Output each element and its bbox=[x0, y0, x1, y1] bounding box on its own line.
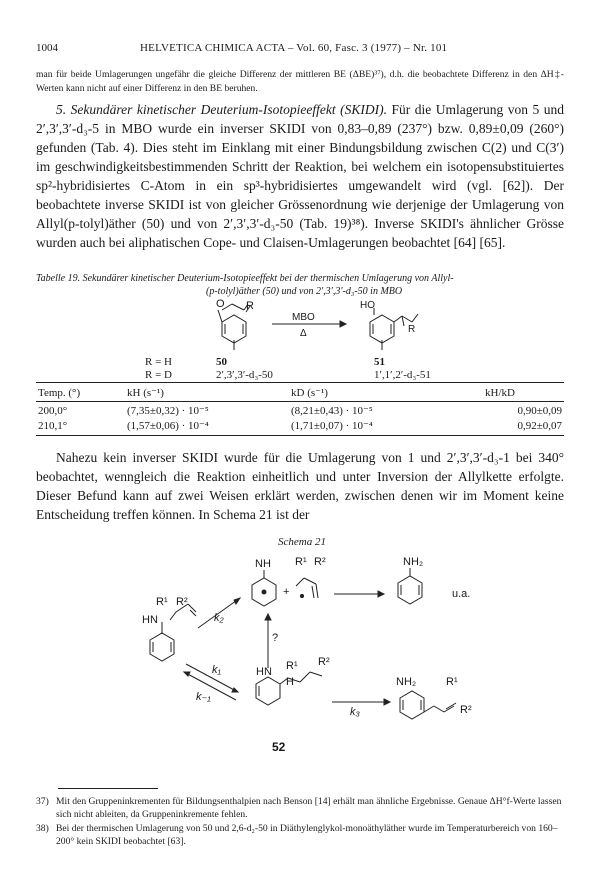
product-d3-51-label: 1′,1′,2′-d₃-51 bbox=[374, 369, 431, 381]
cell-kd: (1,71±0,07) · 10⁻⁴ bbox=[289, 417, 483, 436]
schema-52-r2: R² bbox=[318, 656, 330, 668]
section-5-heading: 5. Sekundärer kinetischer Deuterium-Isotopieeffekt (SKIDI). bbox=[56, 102, 387, 117]
cell-kh: (7,35±0,32) · 10⁻⁵ bbox=[127, 405, 209, 417]
schema-top-r2: R² bbox=[314, 556, 326, 568]
footnote-38-number: 38) bbox=[36, 823, 49, 834]
col-header-kh: kH (s⁻¹) bbox=[125, 383, 289, 402]
product-51-label: 51 bbox=[374, 356, 385, 368]
footnote-37-text: Mit den Gruppeninkrementen für Bildungsenthalpien nach Benson [14] erhält man ähnliche Ergebnisse. Genaue ΔH°f-Werte lassen sich nicht ableiten, da Gruppeninkremente fehlen. bbox=[56, 796, 562, 820]
schema-k3-label: k₃ bbox=[350, 706, 360, 718]
col-header-kd: kD (s⁻¹) bbox=[289, 383, 483, 402]
paragraph-2 bbox=[36, 448, 564, 524]
reaction-arrow-head bbox=[340, 321, 346, 327]
cell-kh: (1,57±0,06) · 10⁻⁴ bbox=[125, 417, 289, 436]
schema-k-1-label: k₋₁ bbox=[196, 691, 211, 703]
row-r-h: R = H bbox=[145, 356, 172, 368]
footnote-37 bbox=[36, 796, 564, 821]
reactant-d3-50-label: 2′,3′,3′-d₃-50 bbox=[216, 369, 273, 381]
schema-52-h: H bbox=[286, 676, 294, 688]
page-number: 1004 bbox=[36, 42, 58, 54]
schema-k2-label: k₂ bbox=[214, 612, 224, 624]
schema-21-title: Schema 21 bbox=[278, 536, 326, 548]
table-row bbox=[36, 417, 564, 436]
schema-plus: + bbox=[283, 586, 290, 598]
schema-bottom-r2: R² bbox=[460, 704, 472, 716]
cell-kd: (8,21±0,43) · 10⁻⁵ bbox=[291, 405, 373, 417]
cell-ratio: 0,90±0,09 bbox=[517, 404, 562, 417]
table-19 bbox=[36, 382, 564, 436]
product-oh-label: HO bbox=[360, 300, 375, 311]
schema-52-hn: HN bbox=[256, 666, 272, 678]
reactant-r-label: R bbox=[246, 300, 254, 312]
journal-header: HELVETICA CHIMICA ACTA – Vol. 60, Fasc. 3 (1977) – Nr. 101 bbox=[140, 42, 448, 54]
row-r-d: R = D bbox=[145, 369, 172, 381]
table-row bbox=[36, 402, 564, 418]
intro-text: man für beide Umlagerungen ungefähr die gleiche Differenz der mittleren BE (ΔBE)³⁷), d.h. die beobachtete Differenz in den ΔH‡-Werten kann nicht auf einer Differenz in den BE beruhen. bbox=[36, 69, 564, 94]
footnote-rule bbox=[58, 788, 158, 789]
schema-bottom-r1: R¹ bbox=[446, 676, 458, 688]
section-5-text: Für die Umlagerung von 5 und 2′,3′,3′-d₃-5 in MBO wurde ein inverser SKIDI von 0,83–0,89 (237°) bzw. 0,89±0,09 (260°) gefunden (Tab. 4). Dies steht im Einklang mit einer Bindungsbildung zwischen C(2) und C(3′) im geschwindigkeitsbestimmenden Schritt der Reaktion, bei welchem ein isotopensubstituiertes sp²-hybridisiertes C-Atom in ein sp³-hybridisiertes umgewandelt wird (vgl. [62]). Der beobachtete inverse SKIDI ist von gleicher Grössenordnung wie derjenige der Umlagerung von Allyl(p-tolyl)äther (50) und von 2′,3′,3′-d₃-50 (Tab. 19)³⁸). Inverse SKIDI's ähnlicher Grösse wurden auch bei aliphatischen Cope- und Claisen-Umlagerungen beobachtet [64] [65]. bbox=[36, 102, 565, 250]
col-header-temp: Temp. (°) bbox=[36, 383, 125, 402]
col-header-ratio: kH/kD bbox=[483, 383, 564, 402]
reaction-heat: Δ bbox=[300, 328, 307, 339]
schema-nh2-top: NH₂ bbox=[403, 556, 424, 568]
footnote-37-number: 37) bbox=[36, 796, 49, 807]
schema-top-r1: R¹ bbox=[295, 556, 307, 568]
paragraph-2-text: Nahezu kein inverser SKIDI wurde für die Umlagerung von 1 und 2′,3′,3′-d₃-1 bei 340° beobachtet, wenngleich die Reaktion einheitlich und unter Inversion der Allylkette erfolgte. Dieser Befund kann auf zwei Weisen erklärt werden, zwischen denen wir im Moment keine Entscheidung treffen können. In Schema 21 ist der bbox=[36, 450, 564, 522]
product-r-label: R bbox=[408, 324, 416, 335]
schema-52-r1: R¹ bbox=[286, 660, 298, 672]
footnote-38 bbox=[36, 823, 564, 848]
schema-k1-label: k₁ bbox=[212, 664, 221, 676]
table-19-caption-line-1: Tabelle 19. Sekundärer kinetischer Deuterium-Isotopieeffekt bei der thermischen Umlagerung von Allyl- bbox=[36, 273, 454, 284]
reaction-condition: MBO bbox=[292, 312, 315, 323]
schema-aniline-product bbox=[398, 568, 422, 604]
schema-nh2-bottom: NH₂ bbox=[396, 676, 417, 688]
schema-left-r2: R² bbox=[176, 596, 188, 608]
reactant-ring-o-label: O bbox=[216, 298, 225, 310]
schema-left-hn: HN bbox=[142, 614, 158, 626]
schema-nh-label: NH bbox=[255, 558, 271, 570]
schema-left-r1: R¹ bbox=[156, 596, 168, 608]
cell-temp: 200,0° bbox=[38, 404, 68, 417]
schema-question-mark: ? bbox=[272, 632, 279, 644]
schema-left-structure bbox=[150, 604, 196, 661]
schema-final-product bbox=[400, 691, 456, 719]
reactant-50-label: 50 bbox=[216, 356, 227, 368]
schema-compound-52: 52 bbox=[272, 740, 286, 754]
schema-ua: u.a. bbox=[452, 588, 471, 600]
cell-ratio: 0,92±0,07 bbox=[483, 417, 564, 436]
cell-temp: 210,1° bbox=[36, 417, 125, 436]
table-19-caption-line-2: (p-tolyl)äther (50) und von 2′,3′,3′-d₃-50 in MBO bbox=[206, 286, 403, 297]
footnote-38-text: Bei der thermischen Umlagerung von 50 und 2,6-d₂-50 in Diäthylenglykol-monoäthyläther wurde im Temperaturbereich von 160–200° kein SKIDI beobachtet [63]. bbox=[56, 823, 558, 847]
table-header-row bbox=[36, 383, 564, 402]
